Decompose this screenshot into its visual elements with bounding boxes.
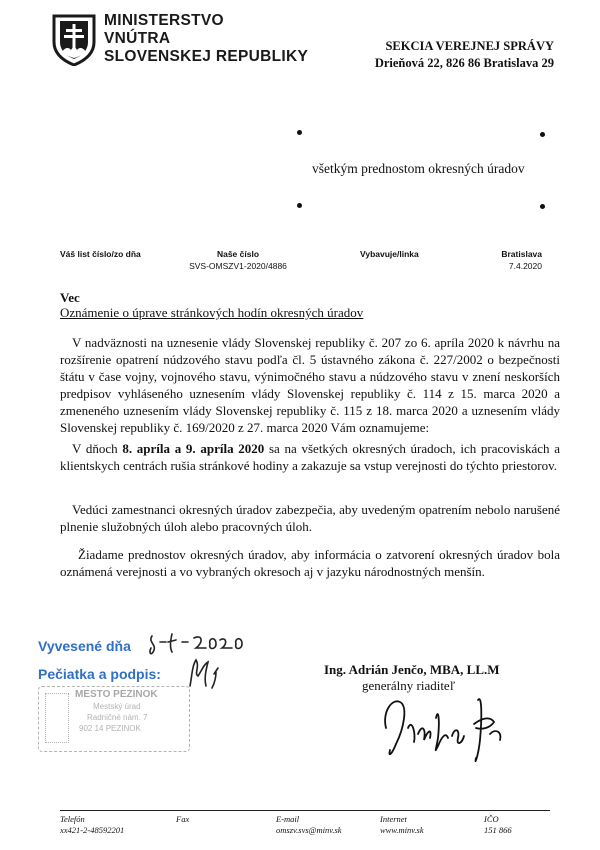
phone-value: xx421-2-48592201 [60,825,125,835]
footer-phone [60,814,124,836]
p2-rest: sa na všetkých okresných úradoch, ich pracoviskách a klientskych centrách rušia stránkové hodiny a zakazuje sa vstup verejnosti do týchto priestorov. [60,441,560,473]
p2-and: a [170,441,186,456]
footer-ico [484,814,512,836]
ministry-name [104,12,308,66]
signer-name: Ing. Adrián Jenčo, MBA, LL.M [324,662,500,677]
footer-email [276,814,342,836]
section-name: SEKCIA VEREJNEJ SPRÁVY [385,39,554,53]
seal-label: Pečiatka a podpis: [38,666,161,682]
handwritten-posted-date [146,628,246,658]
p2-start: V dňoch [72,441,123,456]
body-paragraph-1 [60,334,560,436]
address-window-marker [540,132,545,137]
our-number-column [183,248,293,272]
signer-role: generálny riaditeľ [362,678,455,693]
stamp-line-3: Radničné nám. 7 [87,713,148,722]
internet-label: Internet [380,814,407,824]
ministry-line-2: VNÚTRA [104,30,171,47]
ministry-line-1: MINISTERSTVO [104,12,224,29]
ico-label: IČO [484,814,499,824]
p2-date-1: 8. apríla [122,441,171,456]
footer-divider [60,810,550,811]
address-window-marker [297,203,302,208]
coat-of-arms-icon [52,14,96,66]
date-column [490,248,542,272]
stamp-line-2: Mestský úrad [93,702,141,711]
phone-label: Telefón [60,814,85,824]
address-window-marker [540,204,545,209]
section-address: Drieňová 22, 826 86 Bratislava 29 [374,56,554,70]
handled-by-column [360,248,419,260]
office-stamp [38,686,190,752]
paragraph-text: V nadväznosti na uznesenie vlády Slovenskej republiky č. 207 zo 6. apríla 2020 k návrhu na rozšírenie opatrení núdzového stavu podľa čl. 5 ústavného zákona č. 227/2002 o bezpečnosti štátu v čase vojny, vojnového stavu, výnimočného stavu a núdzového stavu v znení neskorších predpisov vyhláseného uznesením vlády Slovenskej republiky č. 114 z 15. marca 2020 a zmeneného uznesením vlády Slovenskej republiky č. 115 z 18. marca 2020 a uznesením vlády Slovenskej republiky č. 169/2020 z 27. marca 2020 Vám oznamujeme: [60,335,560,435]
p2-date-2: 9. apríla 2020 [185,441,265,456]
our-number-label: Naše číslo [216,249,260,259]
stamp-line-1: MESTO PEZINOK [75,689,158,700]
email-value: omszv.svs@minv.sk [276,825,342,835]
footer-internet [380,814,424,836]
paragraph-text [60,440,560,474]
our-number-value: SVS-OMSZV1-2020/4886 [189,261,287,271]
subject-label: Vec [60,290,80,305]
ico-value: 151 866 [484,825,512,835]
address-window-marker [297,130,302,135]
section-block [375,38,554,72]
your-letter-column [60,248,141,260]
paragraph-text: Vedúci zamestnanci okresných úradov zabezpečia, aby uvedeným opatrením nebolo narušené plnenie služobných úloh alebo pracovných úloh. [60,502,560,534]
email-label: E-mail [276,814,300,824]
handwritten-signature [378,688,528,770]
your-letter-label: Váš list číslo/zo dňa [60,249,141,259]
body-paragraph-2 [60,440,560,474]
place: Bratislava [501,249,542,259]
body-paragraph-4 [60,546,560,580]
handled-by-label: Vybavuje/linka [360,249,419,259]
stamp-crest-icon [45,693,69,743]
body-paragraph-3 [60,501,560,535]
footer-fax [176,814,189,825]
internet-value: www.minv.sk [380,825,424,835]
paragraph-text: Žiadame prednostov okresných úradov, aby informácia o zatvorení okresných úradov bola oznámená verejnosti a vo vybraných okresoch aj v jazyku národnostných menšín. [60,547,560,579]
recipient: všetkým prednostom okresných úradov [312,161,525,176]
letter-date: 7.4.2020 [508,261,542,271]
subject-text: Oznámenie o úprave stránkových hodín okresných úradov [60,305,364,320]
handwritten-initials [184,656,224,690]
ministry-line-3: SLOVENSKEJ REPUBLIKY [104,48,309,65]
fax-label: Fax [176,814,190,824]
posted-label: Vyvesené dňa [38,638,131,654]
stamp-line-4: 902 14 PEZINOK [79,724,141,733]
